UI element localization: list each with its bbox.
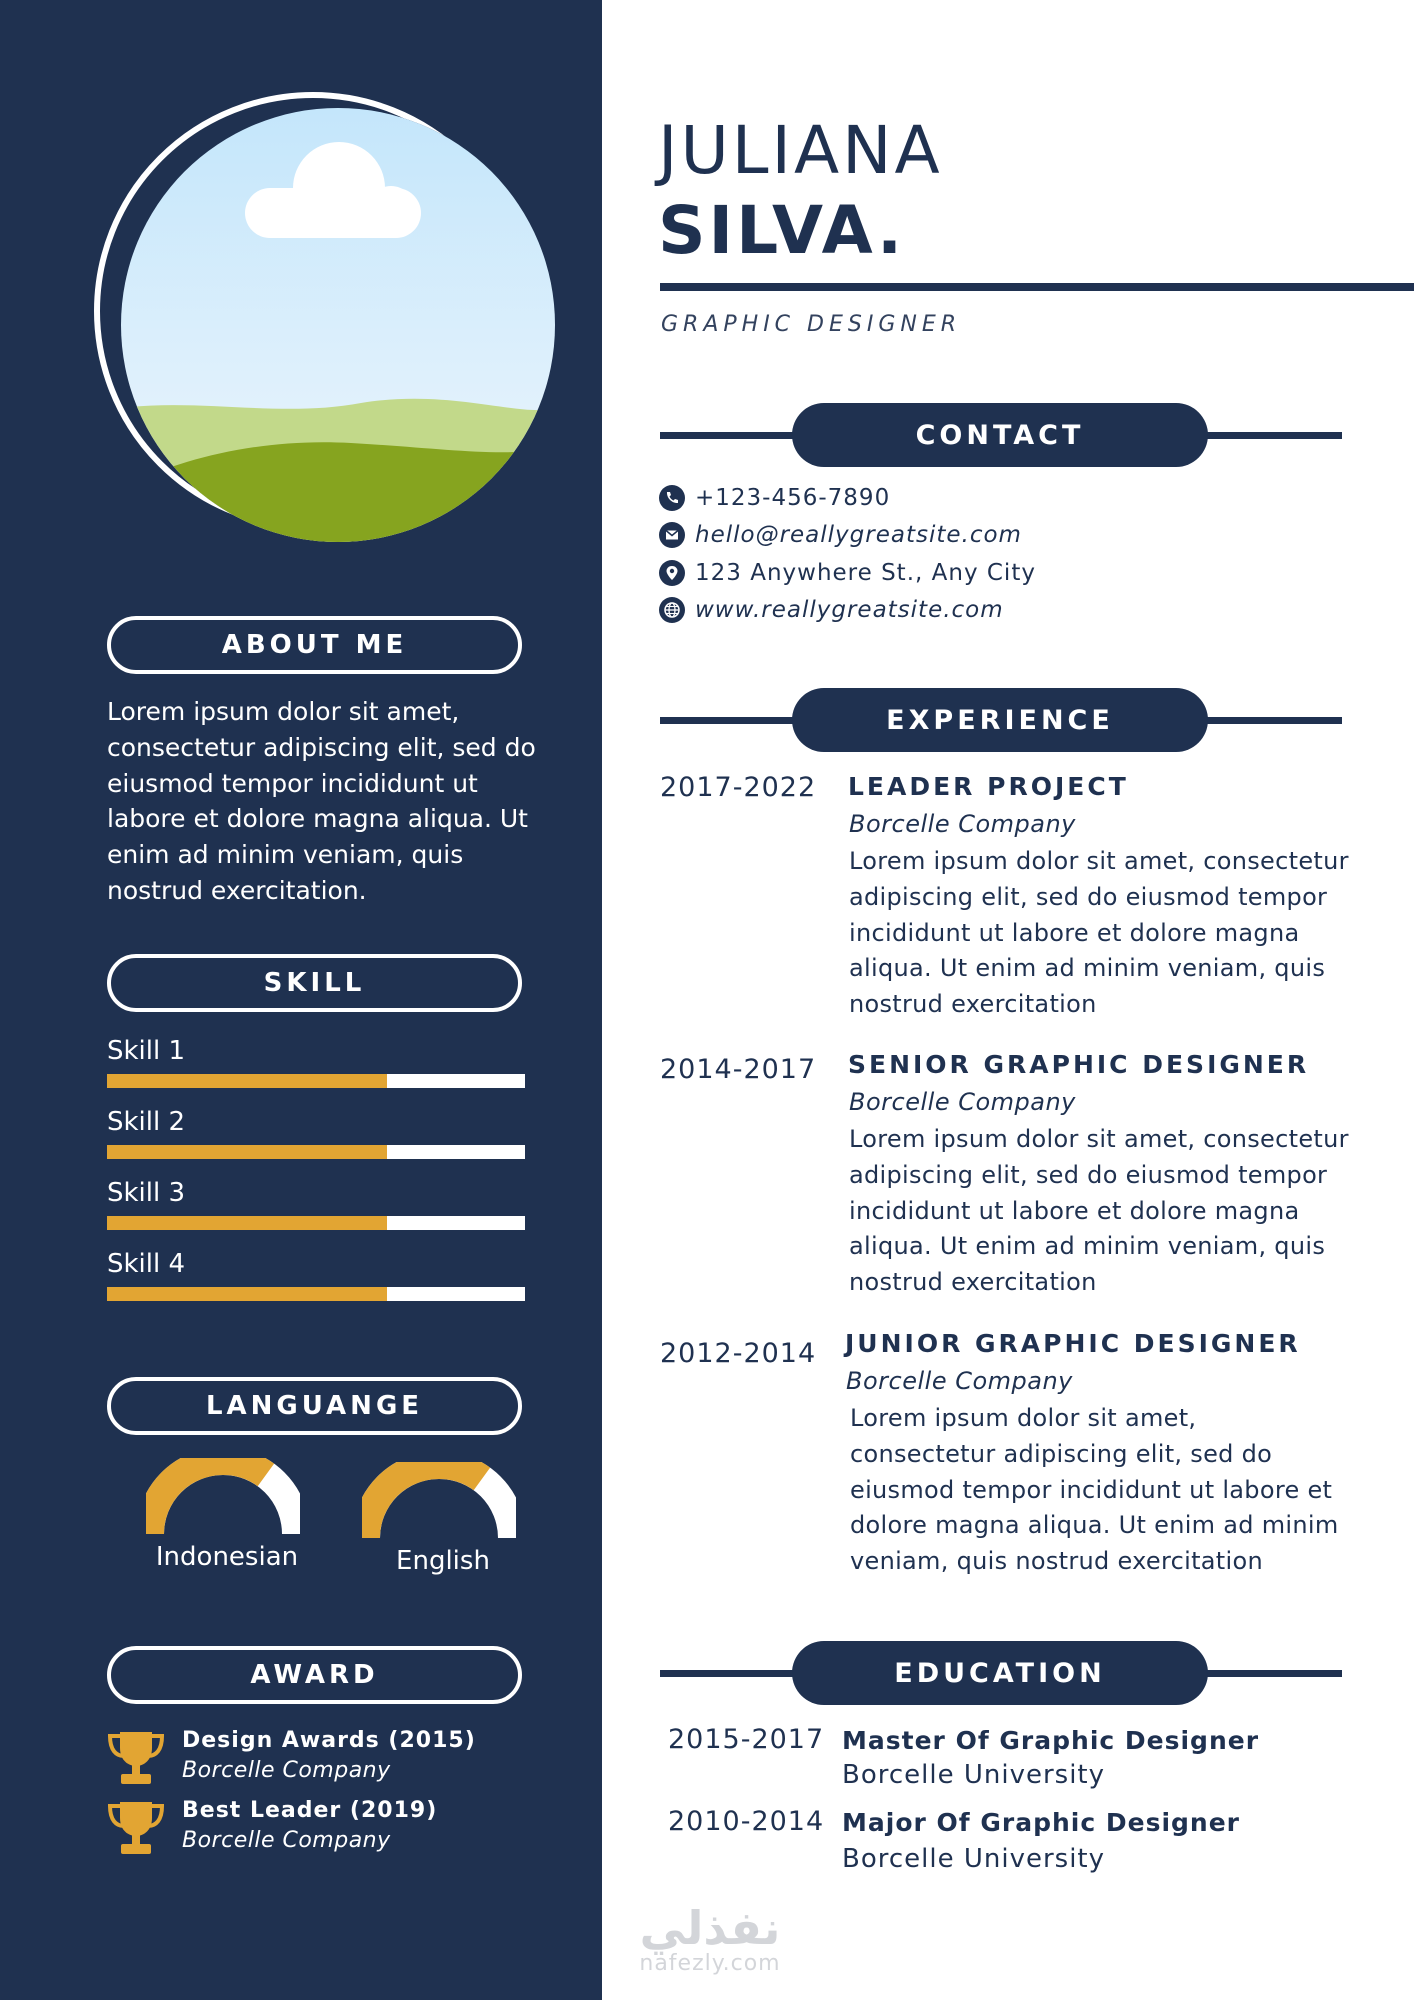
last-name: SILVA. (658, 192, 906, 269)
skill-bar-fill (107, 1287, 387, 1301)
experience-period: 2014-2017 (660, 1054, 817, 1085)
experience-description-line: Lorem ipsum dolor sit amet, consectetur (849, 1125, 1349, 1153)
language-heading: LANGUANGE (107, 1377, 522, 1435)
experience-description-line: dolore magna aliqua. Ut enim ad minim (850, 1511, 1339, 1540)
mail-icon (659, 522, 685, 548)
award-heading: AWARD (107, 1646, 522, 1704)
phone-icon (659, 485, 685, 511)
award-title: Design Awards (2015) (182, 1728, 476, 1753)
about-line: enim ad minim veniam, quis (107, 840, 464, 870)
watermark-arabic: نفذلي (639, 1901, 781, 1955)
skill-label: Skill 4 (107, 1249, 186, 1279)
skill-bar-fill (107, 1074, 387, 1088)
experience-role: LEADER PROJECT (848, 772, 1129, 801)
about-line: labore et dolore magna aliqua. Ut (107, 804, 528, 834)
experience-description-line: incididunt ut labore et dolore magna (849, 918, 1300, 947)
experience-role: JUNIOR GRAPHIC DESIGNER (845, 1329, 1301, 1358)
education-period: 2015-2017 (668, 1724, 825, 1755)
experience-description-line: incididunt ut labore et dolore magna (849, 1196, 1300, 1225)
watermark-latin: nafezly.com (639, 1951, 781, 1976)
education-school: Borcelle University (842, 1844, 1106, 1874)
contact-website (659, 597, 1004, 623)
language-gauge (362, 1462, 516, 1542)
education-heading: EDUCATION (792, 1641, 1208, 1705)
about-line: eiusmod tempor incididunt ut (107, 768, 478, 798)
about-line: nostrud exercitation. (107, 875, 367, 905)
skill-bar (107, 1287, 525, 1301)
globe-icon (659, 597, 685, 623)
award-company: Borcelle Company (182, 1758, 391, 1783)
experience-period: 2017-2022 (660, 772, 817, 803)
experience-description-line: Lorem ipsum dolor sit amet, consectetur (849, 847, 1349, 875)
award-company: Borcelle Company (182, 1828, 391, 1853)
experience-description (850, 1401, 1350, 1580)
education-degree: Major Of Graphic Designer (842, 1808, 1240, 1837)
experience-period: 2012-2014 (660, 1338, 817, 1369)
first-name: JULIANA (658, 112, 943, 189)
profile-photo-placeholder (121, 108, 555, 542)
experience-description-line: adipiscing elit, sed do eiusmod tempor (849, 882, 1328, 911)
about-text (107, 694, 537, 909)
experience-heading: EXPERIENCE (792, 688, 1208, 752)
gauge-fill (150, 1461, 266, 1534)
skill-label: Skill 2 (107, 1107, 186, 1137)
contact-phone (659, 485, 890, 511)
award-title: Best Leader (2019) (182, 1798, 438, 1823)
about-heading: ABOUT ME (107, 616, 522, 674)
experience-company: Borcelle Company (849, 1088, 1076, 1116)
trophy-icon (106, 1800, 166, 1856)
landscape-image (121, 108, 555, 542)
experience-company: Borcelle Company (846, 1367, 1073, 1395)
location-pin-icon (659, 560, 685, 586)
experience-role: SENIOR GRAPHIC DESIGNER (848, 1050, 1310, 1079)
skill-label: Skill 3 (107, 1178, 186, 1208)
name-divider (660, 283, 1414, 291)
skill-bar (107, 1145, 525, 1159)
contact-email (659, 522, 1022, 548)
experience-description (849, 1122, 1349, 1301)
experience-description-line: aliqua. Ut enim ad minim veniam, quis (849, 954, 1326, 983)
experience-description-line: adipiscing elit, sed do eiusmod tempor (849, 1160, 1328, 1189)
contact-phone-text: +123-456-7890 (695, 485, 891, 511)
about-line: consectetur adipiscing elit, sed do (107, 732, 536, 762)
experience-description-line: consectetur adipiscing elit, sed do (850, 1439, 1273, 1468)
about-line: Lorem ipsum dolor sit amet, (107, 697, 460, 726)
education-school: Borcelle University (842, 1760, 1106, 1790)
experience-description-line: aliqua. Ut enim ad minim veniam, quis (849, 1232, 1326, 1261)
skill-heading: SKILL (107, 954, 522, 1012)
experience-description-line: eiusmod tempor incididunt ut labore et (850, 1475, 1333, 1504)
education-period: 2010-2014 (668, 1806, 825, 1837)
contact-address-text: 123 Anywhere St., Any City (695, 560, 1036, 586)
skill-bar (107, 1074, 525, 1088)
experience-description-line: veniam, quis nostrud exercitation (850, 1547, 1263, 1576)
contact-address (659, 560, 1036, 586)
watermark (620, 1901, 800, 1976)
language-label: English (396, 1546, 490, 1576)
language-gauge (146, 1458, 300, 1538)
contact-website-text[interactable]: www.reallygreatsite.com (695, 597, 1004, 623)
experience-company: Borcelle Company (849, 810, 1076, 838)
trophy-icon (106, 1730, 166, 1786)
contact-email-text[interactable]: hello@reallygreatsite.com (695, 522, 1022, 548)
job-title: GRAPHIC DESIGNER (661, 312, 962, 337)
contact-heading: CONTACT (792, 403, 1208, 467)
education-degree: Master Of Graphic Designer (842, 1726, 1260, 1755)
language-label: Indonesian (155, 1542, 299, 1572)
skill-bar (107, 1216, 525, 1230)
experience-description-line: nostrud exercitation (849, 1268, 1097, 1297)
experience-description-line: Lorem ipsum dolor sit amet, (850, 1404, 1197, 1432)
skill-bar-fill (107, 1216, 387, 1230)
experience-description (849, 844, 1349, 1023)
skill-bar-fill (107, 1145, 387, 1159)
skill-label: Skill 1 (107, 1036, 186, 1066)
gauge-fill (366, 1465, 482, 1538)
experience-description-line: nostrud exercitation (849, 990, 1097, 1019)
